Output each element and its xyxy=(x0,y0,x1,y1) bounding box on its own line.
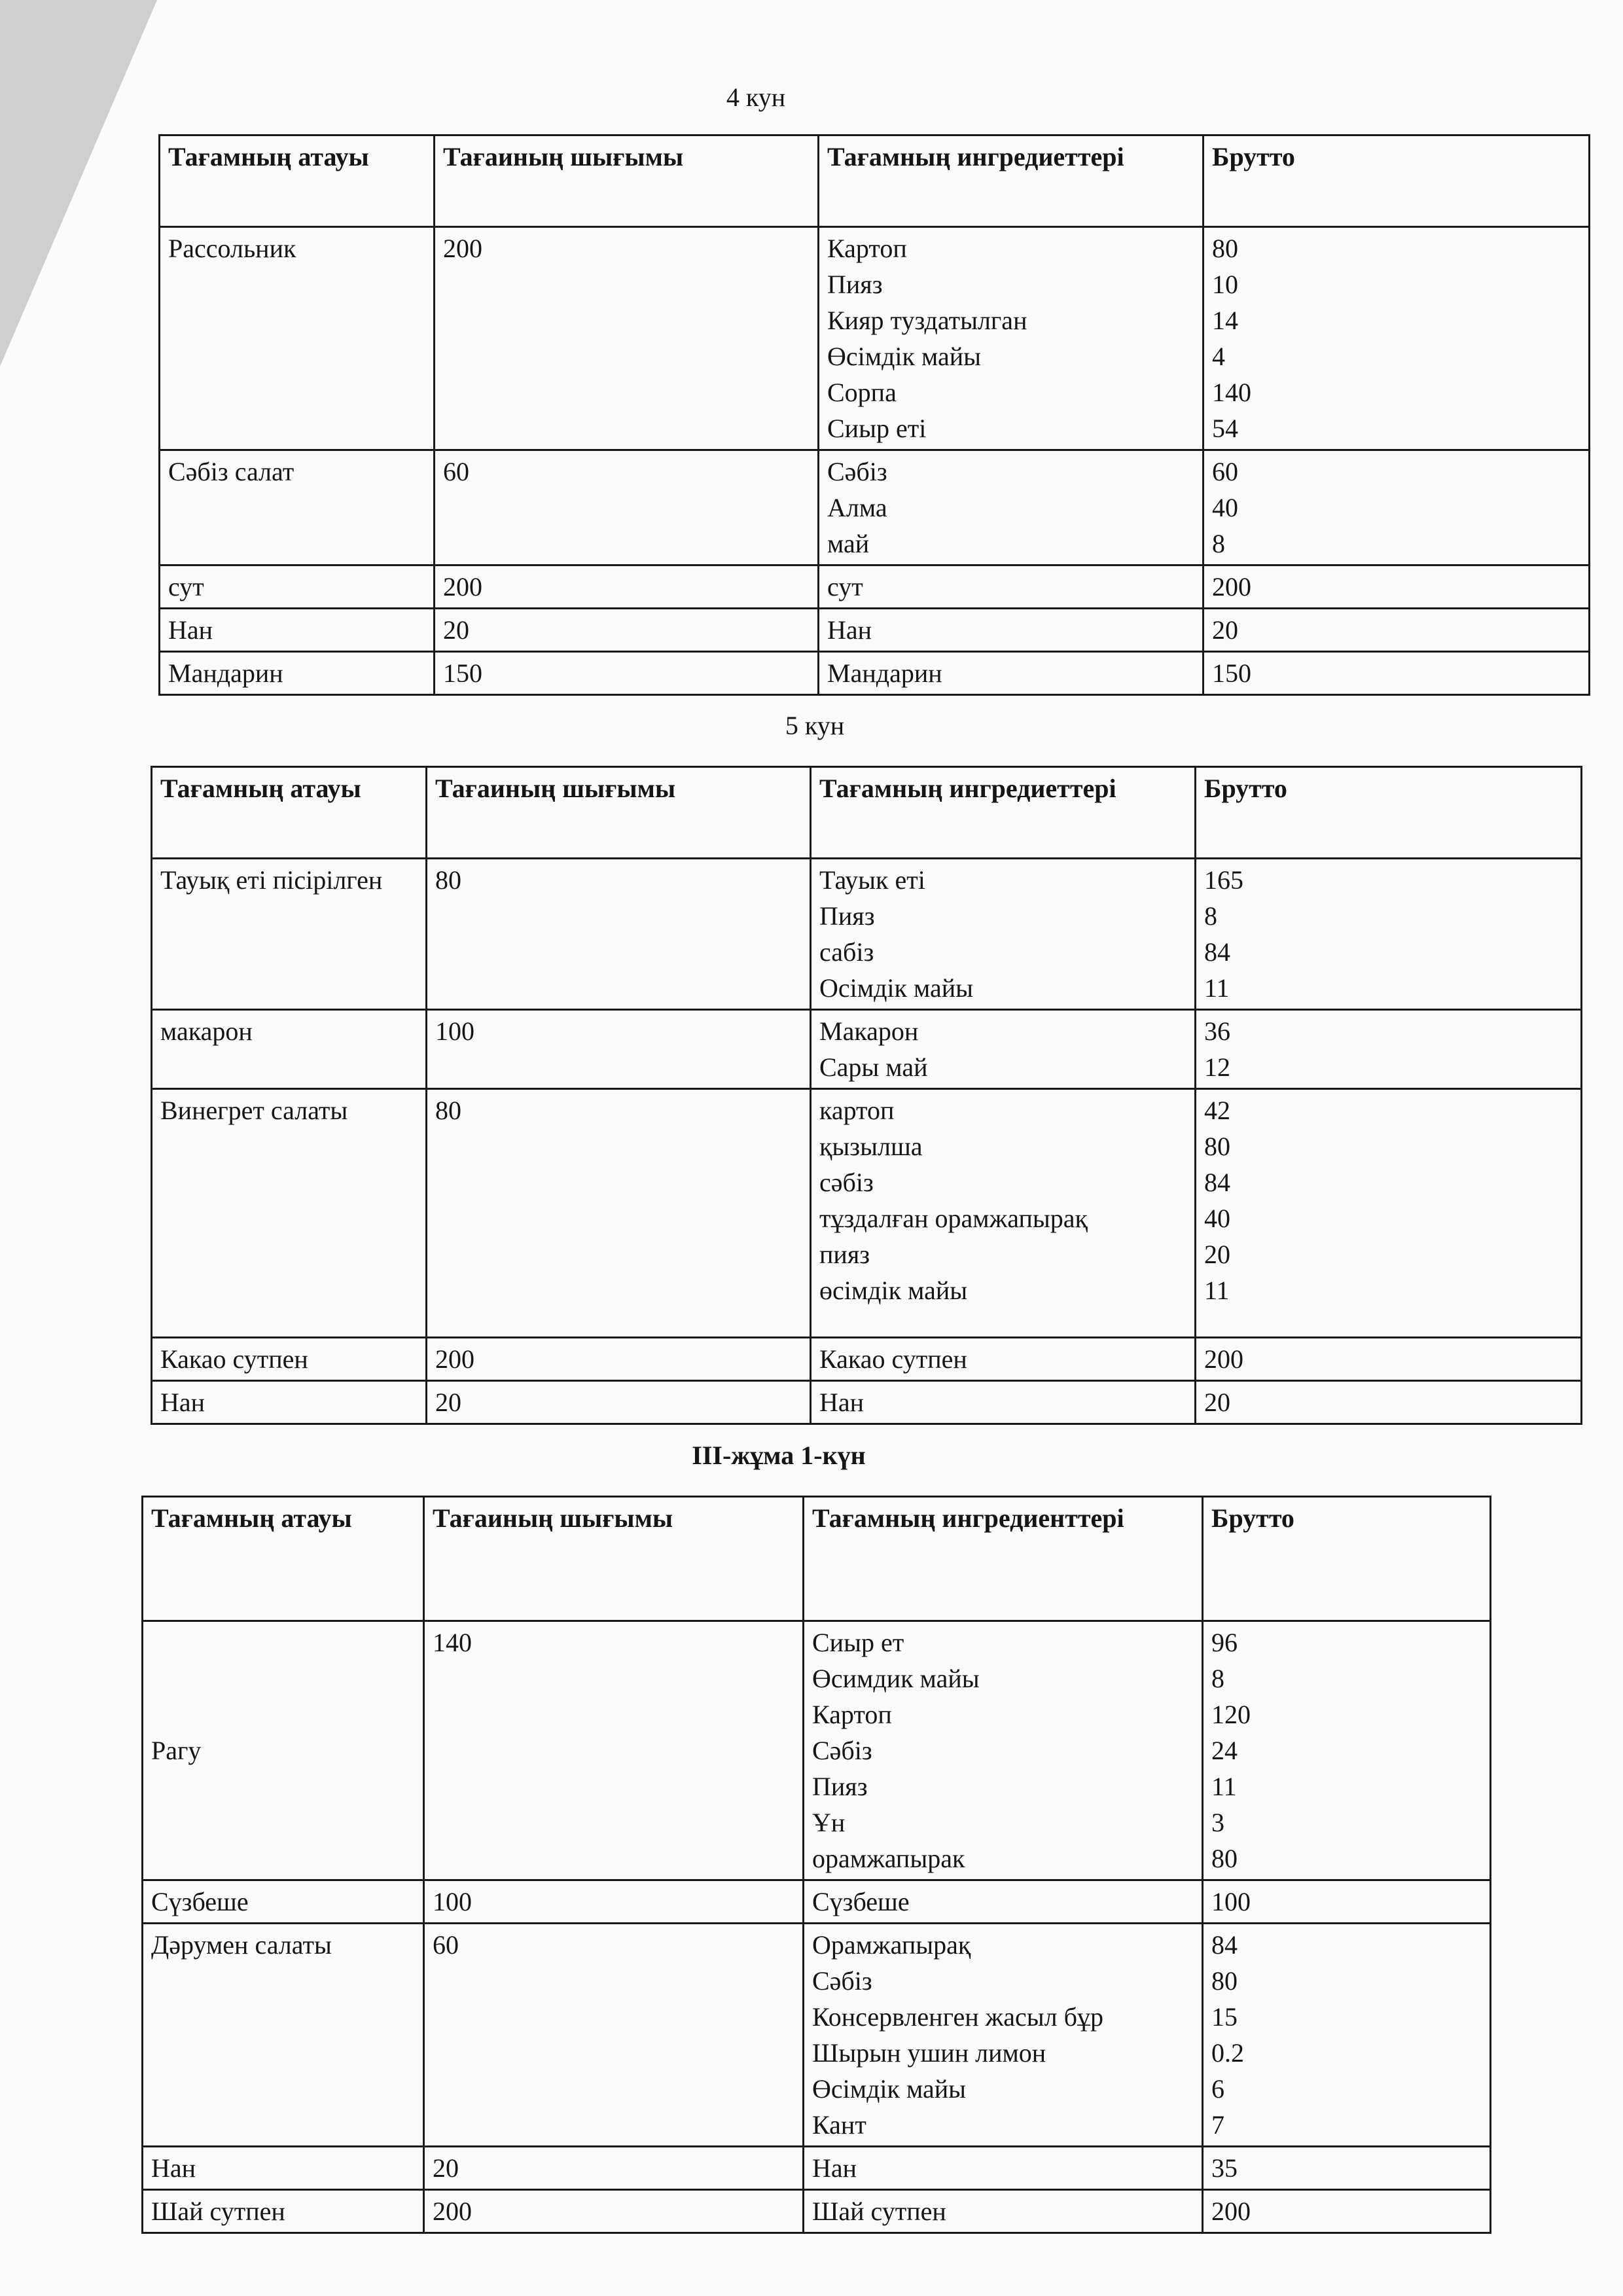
dish-output: 100 xyxy=(427,1010,811,1089)
day-heading: 5 кун xyxy=(785,711,845,740)
gross-value: 12 xyxy=(1204,1052,1230,1082)
dish-name: Сүзбеше xyxy=(143,1880,424,1924)
ingredient: Сиыр еті xyxy=(827,414,927,443)
ingredient: Кант xyxy=(812,2110,866,2140)
ingredient: Сәбіз xyxy=(827,457,887,486)
gross-list xyxy=(1204,227,1590,450)
dish-output: 60 xyxy=(435,450,819,565)
scan-page-edge xyxy=(0,0,157,367)
dish-name: Шай сутпен xyxy=(143,2190,424,2233)
ingredient: тұздалған орамжапырақ xyxy=(819,1204,1088,1233)
dish-name: Какао сутпен xyxy=(152,1338,427,1381)
header-output: Тағаиның шығымы xyxy=(424,1497,804,1621)
dish-output: 200 xyxy=(427,1338,811,1381)
ingredient: сәбіз xyxy=(819,1168,874,1197)
table-header-row xyxy=(152,767,1582,859)
table-row xyxy=(160,450,1590,565)
gross-value: 35 xyxy=(1203,2147,1491,2190)
gross-value: 60 xyxy=(1212,457,1238,486)
gross-value: 80 xyxy=(1212,234,1238,263)
ingredient: Сорпа xyxy=(827,378,897,407)
ingredient: Орамжапырақ xyxy=(812,1930,971,1960)
table-row xyxy=(143,2190,1491,2233)
ingredient: сут xyxy=(819,565,1204,609)
header-dish-name: Тағамның атауы xyxy=(160,135,435,227)
ingredient-list xyxy=(804,1924,1203,2147)
dish-output: 140 xyxy=(424,1621,804,1880)
dish-output: 20 xyxy=(424,2147,804,2190)
ingredient-list xyxy=(811,859,1196,1010)
ingredient-list xyxy=(819,450,1204,565)
table-row xyxy=(152,1381,1582,1424)
gross-value: 84 xyxy=(1204,1168,1230,1197)
ingredient: пияз xyxy=(819,1240,870,1269)
header-gross: Брутто xyxy=(1204,135,1590,227)
header-ingredients: Тағамның ингредиенттері xyxy=(804,1497,1203,1621)
ingredient: Сүзбеше xyxy=(804,1880,1203,1924)
ingredient: Макарон xyxy=(819,1016,919,1046)
gross-list xyxy=(1196,1010,1582,1089)
table-row xyxy=(160,565,1590,609)
day-heading: 4 кун xyxy=(726,82,786,112)
ingredient: Нан xyxy=(819,609,1204,652)
table-row xyxy=(160,652,1590,695)
day-heading: ІІІ-жұма 1-күн xyxy=(692,1441,866,1470)
header-output: Тағаиның шығымы xyxy=(427,767,811,859)
header-output: Тағаиның шығымы xyxy=(435,135,819,227)
gross-value: 40 xyxy=(1204,1204,1230,1233)
ingredient: Пияз xyxy=(827,270,883,299)
gross-value: 3 xyxy=(1211,1808,1224,1837)
table-row xyxy=(152,1089,1582,1338)
dish-name: Мандарин xyxy=(160,652,435,695)
ingredient: қызылша xyxy=(819,1132,923,1161)
table-row xyxy=(160,609,1590,652)
dish-name: Рагу xyxy=(143,1621,424,1880)
table-row xyxy=(143,1621,1491,1880)
header-gross: Брутто xyxy=(1196,767,1582,859)
ingredient-list xyxy=(811,1010,1196,1089)
dish-output: 20 xyxy=(435,609,819,652)
table-row xyxy=(152,1010,1582,1089)
ingredient: Картоп xyxy=(827,234,907,263)
header-gross: Брутто xyxy=(1203,1497,1491,1621)
table-header-row xyxy=(160,135,1590,227)
dish-name: Сәбіз салат xyxy=(160,450,435,565)
gross-value: 200 xyxy=(1204,565,1590,609)
ingredient-list xyxy=(811,1089,1196,1338)
ingredient-list xyxy=(819,227,1204,450)
gross-value: 24 xyxy=(1211,1736,1238,1765)
ingredient: Шырын ушин лимон xyxy=(812,2038,1046,2068)
dish-output: 200 xyxy=(435,565,819,609)
gross-value: 140 xyxy=(1212,378,1251,407)
gross-value: 80 xyxy=(1204,1132,1230,1161)
gross-value: 20 xyxy=(1204,609,1590,652)
ingredient: Тауык еті xyxy=(819,865,925,895)
ingredient: май xyxy=(827,529,870,558)
ingredient: Картоп xyxy=(812,1700,892,1729)
gross-list xyxy=(1203,1621,1491,1880)
dish-name: Дәрумен салаты xyxy=(143,1924,424,2147)
gross-value: 84 xyxy=(1204,937,1230,967)
gross-value: 20 xyxy=(1204,1240,1230,1269)
gross-value: 8 xyxy=(1211,1664,1224,1693)
dish-output: 80 xyxy=(427,859,811,1010)
table-row xyxy=(152,859,1582,1010)
gross-value: 15 xyxy=(1211,2002,1238,2032)
ingredient: Кияр туздатылган xyxy=(827,306,1027,335)
dish-name: Винегрет салаты xyxy=(152,1089,427,1338)
dish-output: 150 xyxy=(435,652,819,695)
gross-value: 80 xyxy=(1211,1844,1238,1873)
gross-value: 4 xyxy=(1212,342,1225,371)
gross-value: 36 xyxy=(1204,1016,1230,1046)
gross-list xyxy=(1196,859,1582,1010)
gross-value: 200 xyxy=(1196,1338,1582,1381)
ingredient: Шай сутпен xyxy=(804,2190,1203,2233)
dish-name: Тауық еті пісірілген xyxy=(152,859,427,1010)
ingredient: Сәбіз xyxy=(812,1736,872,1765)
menu-table-day-5 xyxy=(151,766,1582,1425)
gross-value: 11 xyxy=(1204,973,1230,1003)
ingredient: Пияз xyxy=(819,901,875,931)
ingredient: өсімдік майы xyxy=(819,1276,968,1305)
gross-value: 96 xyxy=(1211,1628,1238,1657)
gross-list xyxy=(1204,450,1590,565)
ingredient: Нан xyxy=(804,2147,1203,2190)
ingredient: Осімдік майы xyxy=(819,973,974,1003)
menu-table-day-4 xyxy=(158,134,1590,696)
ingredient: Өсимдик майы xyxy=(812,1664,980,1693)
ingredient: Пияз xyxy=(812,1772,868,1801)
ingredient: картоп xyxy=(819,1096,895,1125)
gross-value: 8 xyxy=(1212,529,1225,558)
ingredient: Сәбіз xyxy=(812,1966,872,1996)
gross-value: 0.2 xyxy=(1211,2038,1244,2068)
dish-name: сут xyxy=(160,565,435,609)
dish-output: 100 xyxy=(424,1880,804,1924)
ingredient: Ұн xyxy=(812,1808,846,1837)
gross-list xyxy=(1196,1089,1582,1338)
ingredient: Сиыр ет xyxy=(812,1628,904,1657)
gross-value: 11 xyxy=(1204,1276,1230,1305)
gross-list xyxy=(1203,1924,1491,2147)
table-row xyxy=(160,227,1590,450)
table-row xyxy=(143,1924,1491,2147)
dish-output: 200 xyxy=(424,2190,804,2233)
gross-value: 20 xyxy=(1196,1381,1582,1424)
gross-value: 11 xyxy=(1211,1772,1237,1801)
ingredient: Нан xyxy=(811,1381,1196,1424)
ingredient: Сары май xyxy=(819,1052,928,1082)
gross-value: 165 xyxy=(1204,865,1243,895)
gross-value: 80 xyxy=(1211,1966,1238,1996)
dish-name: Нан xyxy=(143,2147,424,2190)
dish-name: Нан xyxy=(160,609,435,652)
dish-name: макарон xyxy=(152,1010,427,1089)
gross-value: 100 xyxy=(1203,1880,1491,1924)
ingredient: Өсімдік майы xyxy=(827,342,982,371)
ingredient: Өсімдік майы xyxy=(812,2074,967,2104)
ingredient: Консервленген жасыл бұр xyxy=(812,2002,1103,2032)
dish-name: Рассольник xyxy=(160,227,435,450)
gross-value: 54 xyxy=(1212,414,1238,443)
header-ingredients: Тағамның ингредиеттері xyxy=(819,135,1204,227)
gross-value: 14 xyxy=(1212,306,1238,335)
header-dish-name: Тағамның атауы xyxy=(152,767,427,859)
ingredient: Какао сутпен xyxy=(811,1338,1196,1381)
gross-value: 84 xyxy=(1211,1930,1238,1960)
gross-value: 120 xyxy=(1211,1700,1251,1729)
gross-value: 10 xyxy=(1212,270,1238,299)
dish-output: 80 xyxy=(427,1089,811,1338)
dish-output: 200 xyxy=(435,227,819,450)
table-row xyxy=(143,1880,1491,1924)
menu-table-week3-day1 xyxy=(141,1496,1491,2234)
ingredient: Мандарин xyxy=(819,652,1204,695)
gross-value: 150 xyxy=(1204,652,1590,695)
dish-output: 20 xyxy=(427,1381,811,1424)
header-ingredients: Тағамның ингредиеттері xyxy=(811,767,1196,859)
header-dish-name: Тағамның атауы xyxy=(143,1497,424,1621)
table-row xyxy=(143,2147,1491,2190)
gross-value: 200 xyxy=(1203,2190,1491,2233)
gross-value: 7 xyxy=(1211,2110,1224,2140)
ingredient-list xyxy=(804,1621,1203,1880)
ingredient: сабіз xyxy=(819,937,874,967)
table-row xyxy=(152,1338,1582,1381)
gross-value: 40 xyxy=(1212,493,1238,522)
table-header-row xyxy=(143,1497,1491,1621)
ingredient: Алма xyxy=(827,493,887,522)
gross-value: 6 xyxy=(1211,2074,1224,2104)
ingredient: орамжапырак xyxy=(812,1844,965,1873)
gross-value: 8 xyxy=(1204,901,1217,931)
dish-name: Нан xyxy=(152,1381,427,1424)
dish-output: 60 xyxy=(424,1924,804,2147)
gross-value: 42 xyxy=(1204,1096,1230,1125)
